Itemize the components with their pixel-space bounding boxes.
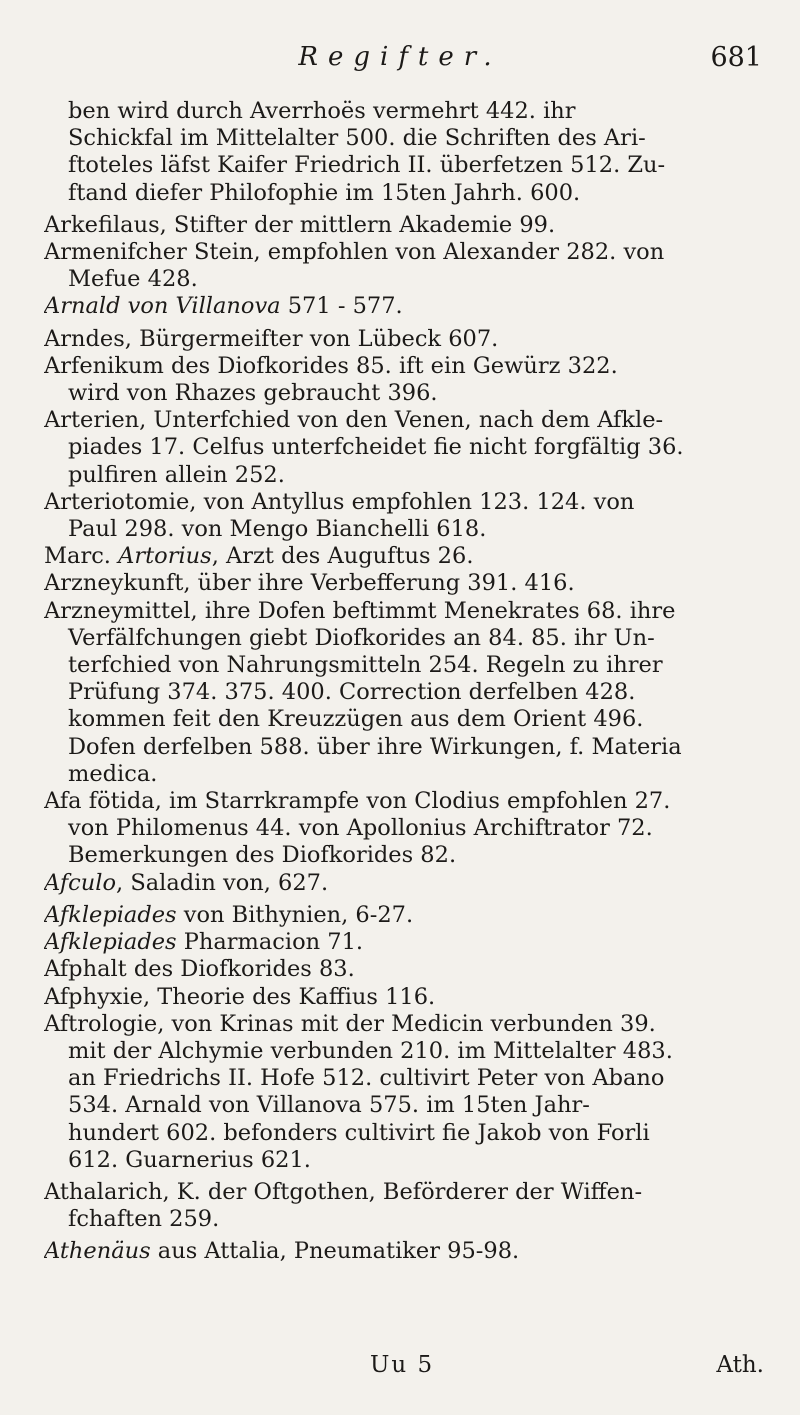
entry-text: , von Krinas mit der Medicin verbunden 39. bbox=[157, 1010, 656, 1037]
entry-headword: Afculo bbox=[44, 869, 117, 896]
entry-line: 534. Arnald von Villanova 575. im 15ten Jahr- bbox=[68, 1092, 590, 1119]
entry-headword: Afa fötida bbox=[44, 788, 155, 815]
entry-text: , Stifter der mittlern Akademie 99. bbox=[159, 211, 556, 238]
entry-line: fchaften 259. bbox=[68, 1206, 220, 1233]
entry-text: , K. der Oftgothen, Beförderer der Wiffen- bbox=[162, 1178, 643, 1205]
entry-headword: Athenäus bbox=[44, 1238, 151, 1265]
entry-line: Mefue 428. bbox=[68, 266, 198, 293]
entry-text: , Bürgermeifter von Lübeck 607. bbox=[124, 325, 499, 352]
entry-first-line bbox=[44, 956, 766, 983]
index-entry bbox=[44, 984, 766, 1011]
entry-headword: Afklepiades bbox=[44, 929, 177, 956]
entry-text: , Saladin von, 627. bbox=[116, 869, 329, 896]
entry-first-line bbox=[44, 570, 766, 597]
entry-text: , über ihre Verbefferung 391. 416. bbox=[183, 570, 575, 597]
entry-text: , ihre Dofen beftimmt Menekrates 68. ihre bbox=[190, 597, 676, 624]
index-entry bbox=[44, 239, 766, 293]
entry-line: 612. Guarnerius 621. bbox=[68, 1146, 311, 1173]
entry-headword: Aftrologie bbox=[44, 1010, 158, 1037]
entry-first-line bbox=[44, 352, 766, 380]
entry-text: , empfohlen von Alexander 282. von bbox=[253, 239, 665, 266]
entry-line: Dofen derfelben 588. über ihre Wirkungen, f. Materia bbox=[68, 733, 682, 760]
index-entry bbox=[44, 956, 766, 983]
index-entry bbox=[44, 407, 766, 489]
entry-text: , im Starrkrampfe von Clodius empfohlen 27. bbox=[154, 788, 671, 815]
entry-first-line bbox=[44, 869, 766, 897]
entry-first-line bbox=[44, 543, 766, 570]
entry-text: , Arzt des Auguftus 26. bbox=[211, 543, 474, 570]
entry-first-line bbox=[44, 1178, 766, 1206]
index-entry bbox=[44, 929, 766, 956]
page-footer bbox=[0, 1352, 800, 1388]
entry-headword: Arzneykunft bbox=[44, 570, 184, 597]
entry-line: Bemerkungen des Diofkorides 82. bbox=[68, 842, 457, 869]
entry-line: wird von Rhazes gebraucht 396. bbox=[68, 380, 438, 407]
index-entry bbox=[44, 1238, 766, 1265]
entry-line: hundert 602. befonders cultivirt fie Jakob von Forli bbox=[68, 1119, 650, 1146]
entry-line: kommen feit den Kreuzzügen aus dem Orient 496. bbox=[68, 706, 644, 733]
entry-first-line bbox=[44, 901, 766, 929]
entry-first-line bbox=[44, 239, 766, 266]
index-entry bbox=[44, 598, 766, 788]
entry-text: Pharmacion 71. bbox=[176, 929, 364, 956]
index-entry bbox=[44, 98, 766, 207]
index-entry bbox=[44, 870, 766, 897]
entry-text: , von Antyllus empfohlen 123. 124. von bbox=[189, 488, 635, 515]
entry-first-line bbox=[44, 983, 766, 1011]
entry-line: Schickfal im Mittelalter 500. die Schriften des Ari- bbox=[68, 125, 646, 152]
entry-line: ben wird durch Averrhoës vermehrt 442. ihr bbox=[68, 98, 576, 124]
entry-headword: Arterien bbox=[44, 407, 140, 434]
index-entry bbox=[44, 293, 766, 320]
entry-first-line bbox=[44, 788, 766, 815]
entry-first-line bbox=[44, 293, 766, 320]
entry-text: von Bithynien, 6-27. bbox=[176, 901, 414, 928]
entry-first-line bbox=[44, 597, 766, 625]
entry-first-line bbox=[44, 407, 766, 434]
entry-text: des Diofkorides 83. bbox=[126, 956, 355, 983]
entry-line: Prüfung 374. 375. 400. Correction derfelben 428. bbox=[68, 679, 636, 706]
entry-line: pulfiren allein 252. bbox=[68, 461, 285, 488]
entry-line: ftand diefer Philofophie im 15ten Jahrh. 600. bbox=[68, 179, 581, 206]
signature-mark: Uu 5 bbox=[370, 1352, 435, 1378]
entry-first-line bbox=[44, 325, 766, 353]
entry-headword: Armenifcher Stein bbox=[44, 239, 254, 266]
index-entry bbox=[44, 902, 766, 929]
entry-text: , Unterfchied von den Venen, nach dem Afkle- bbox=[139, 407, 664, 434]
index-entries bbox=[44, 98, 766, 1266]
entry-headword: Arndes bbox=[44, 325, 125, 352]
entry-line: medica. bbox=[68, 760, 158, 787]
entry-text: , Theorie des Kaffius 116. bbox=[143, 983, 436, 1010]
entry-line: von Philomenus 44. von Apollonius Archiftrator 72. bbox=[68, 815, 653, 842]
entry-line: mit der Alchymie verbunden 210. im Mittelalter 483. bbox=[68, 1037, 673, 1064]
entry-headword: Artorius bbox=[118, 543, 212, 570]
entry-headword: Arteriotomie bbox=[44, 488, 190, 515]
entry-text: 571 - 577. bbox=[280, 293, 403, 320]
entry-line: piades 17. Celfus unterfcheidet fie nicht forgfältig 36. bbox=[68, 434, 684, 461]
catchword: Ath. bbox=[716, 1352, 764, 1378]
entry-first-line bbox=[44, 1010, 766, 1038]
entry-headword: Afphyxie bbox=[44, 983, 143, 1010]
header-title: Regifter. bbox=[298, 42, 502, 72]
entry-headword: Afklepiades bbox=[44, 901, 177, 928]
index-entry bbox=[44, 1011, 766, 1174]
entry-line: Paul 298. von Mengo Bianchelli 618. bbox=[68, 516, 487, 543]
entry-headword: Afphalt bbox=[44, 956, 127, 983]
index-entry bbox=[44, 489, 766, 543]
index-entry bbox=[44, 1179, 766, 1233]
entry-text: des Diofkorides 85. ift ein Gewürz 322. bbox=[163, 352, 618, 379]
running-header bbox=[0, 42, 800, 82]
entry-prefix: Marc. bbox=[44, 543, 119, 570]
index-entry bbox=[44, 353, 766, 407]
entry-headword: Arzneymittel bbox=[44, 597, 191, 624]
entry-first-line bbox=[44, 488, 766, 516]
entry-first-line bbox=[44, 1238, 766, 1265]
entry-line: ftoteles läfst Kaifer Friedrich II. überfetzen 512. Zu- bbox=[68, 152, 666, 179]
page-number: 681 bbox=[710, 42, 762, 73]
entry-headword: Arkefilaus bbox=[44, 211, 160, 238]
index-entry bbox=[44, 212, 766, 239]
entry-line: Verfälfchungen giebt Diofkorides an 84. 85. ihr Un- bbox=[68, 624, 655, 651]
index-entry bbox=[44, 326, 766, 353]
index-entry bbox=[44, 788, 766, 870]
entry-headword: Athalarich bbox=[44, 1178, 163, 1205]
entry-headword: Arfenikum bbox=[44, 352, 164, 379]
entry-line: terfchied von Nahrungsmitteln 254. Regeln zu ihrer bbox=[68, 652, 663, 679]
entry-text: aus Attalia, Pneumatiker 95-98. bbox=[150, 1238, 520, 1265]
entry-line: an Friedrichs II. Hofe 512. cultivirt Peter von Abano bbox=[68, 1065, 665, 1092]
index-entry bbox=[44, 570, 766, 597]
index-entry bbox=[44, 543, 766, 570]
entry-first-line bbox=[44, 211, 766, 239]
entry-headword: Arnald von Villanova bbox=[44, 293, 281, 320]
entry-first-line bbox=[44, 929, 766, 956]
